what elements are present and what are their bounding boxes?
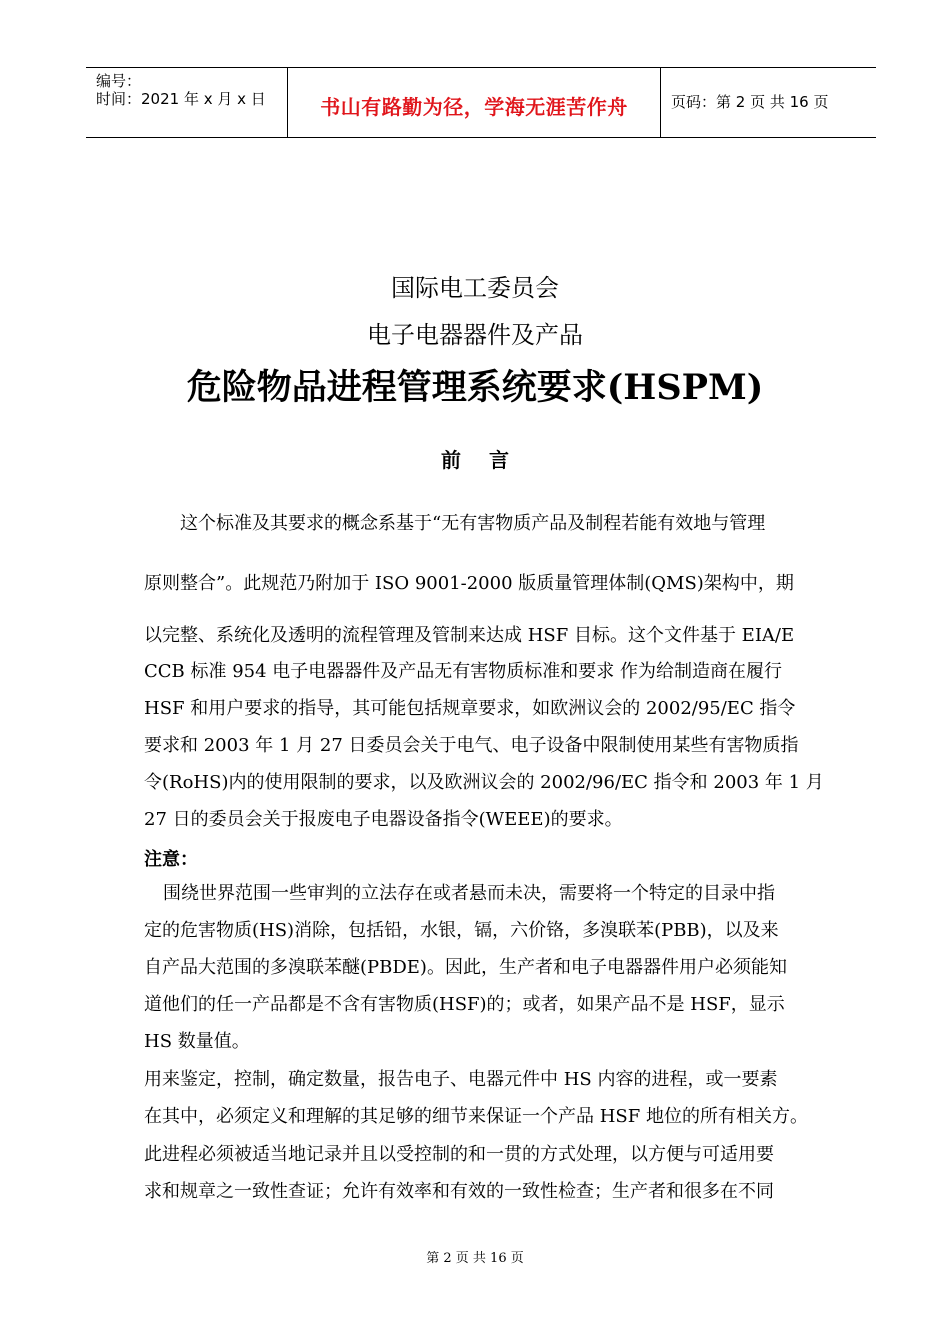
time-label: 时间：2021 年 x 月 x 日 bbox=[96, 90, 266, 108]
number-label: 编号： bbox=[96, 72, 142, 90]
body-line: 此进程必须被适当地记录并且以受控制的和一贯的方式处理，以方便与可适用要 bbox=[144, 1144, 774, 1165]
body-line: 求和规章之一致性查证；允许有效率和有效的一致性检查；生产者和很多在不同 bbox=[144, 1181, 774, 1202]
header-page-cell bbox=[661, 68, 876, 137]
body-line: 道他们的任一产品都是不含有害物质(HSF)的；或者，如果产品不是 HSF，显示 bbox=[144, 994, 785, 1015]
header-motto-cell bbox=[288, 68, 661, 137]
page-footer: 第 2 页 共 16 页 bbox=[426, 1251, 524, 1266]
body-line: 用来鉴定，控制，确定数量，报告电子、电器元件中 HS 内容的进程，或一要素 bbox=[144, 1069, 778, 1090]
body-line: 原则整合”。此规范乃附加于 ISO 9001-2000 版质量管理体制(QMS)架构中，期 bbox=[144, 573, 794, 594]
body-line: 在其中，必须定义和理解的其足够的细节来保证一个产品 HSF 地位的所有相关方。 bbox=[144, 1106, 808, 1127]
body-line: 以完整、系统化及透明的流程管理及管制来达成 HSF 目标。这个文件基于 EIA/E bbox=[144, 625, 795, 646]
preface-heading: 前言 bbox=[441, 448, 537, 472]
page-number-label: 页码：第 2 页 共 16 页 bbox=[671, 93, 829, 111]
body-line: 令(RoHS)内的使用限制的要求，以及欧洲议会的 2002/96/EC 指令和 2003 年 1 月 bbox=[144, 772, 824, 793]
body-line: 自产品大范围的多溴联苯醚(PBDE)。因此，生产者和电子电器器件用户必须能知 bbox=[144, 957, 787, 978]
body-line: HS 数量值。 bbox=[144, 1031, 250, 1052]
body-line: 围绕世界范围一些审判的立法存在或者悬而未决，需要将一个特定的目录中指 bbox=[163, 883, 775, 904]
header-table bbox=[86, 67, 876, 138]
motto-text: 书山有路勤为径，学海无涯苦作舟 bbox=[320, 95, 628, 119]
header-info-cell bbox=[86, 68, 288, 137]
body-line: 定的危害物质(HS)消除，包括铅，水银，镉，六价铬，多溴联苯(PBB)，以及来 bbox=[144, 920, 779, 941]
body-line: HSF 和用户要求的指导，其可能包括规章要求，如欧洲议会的 2002/95/EC 指令 bbox=[144, 698, 796, 719]
body-line: 这个标准及其要求的概念系基于“无有害物质产品及制程若能有效地与管理 bbox=[180, 513, 766, 534]
title-organization: 国际电工委员会 bbox=[391, 274, 559, 302]
page-title: 危险物品进程管理系统要求(HSPM) bbox=[186, 367, 764, 408]
title-subject: 电子电器器件及产品 bbox=[367, 321, 583, 349]
note-heading: 注意： bbox=[144, 849, 198, 870]
body-line: 27 日的委员会关于报废电子电器设备指令(WEEE)的要求。 bbox=[144, 809, 623, 830]
body-line: 要求和 2003 年 1 月 27 日委员会关于电气、电子设备中限制使用某些有害物质指 bbox=[144, 735, 799, 756]
body-line: CCB 标准 954 电子电器器件及产品无有害物质标准和要求 作为给制造商在履行 bbox=[144, 661, 783, 682]
